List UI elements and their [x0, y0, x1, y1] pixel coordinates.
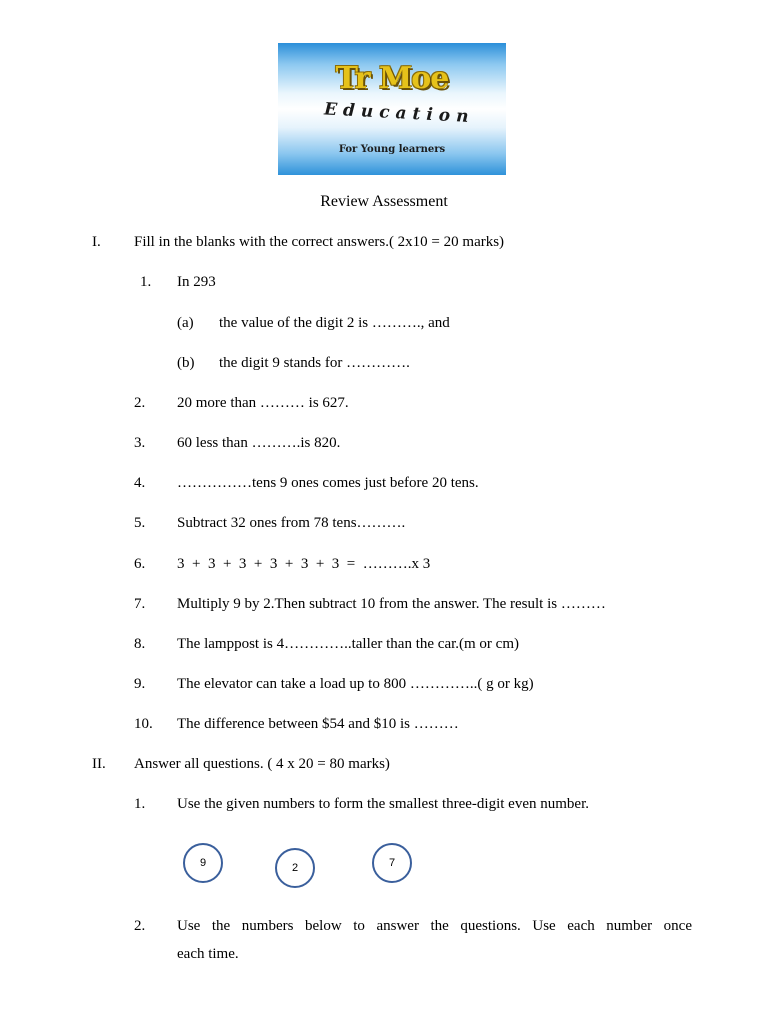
logo-subtitle: Education	[323, 99, 476, 128]
question-text: ……………tens 9 ones comes just before 20 tens.	[177, 475, 479, 491]
logo-title: Tr Moe	[335, 61, 449, 96]
subquestion-text: the value of the digit 2 is ………., and	[219, 315, 450, 331]
logo	[278, 43, 506, 175]
question-number: 2.	[134, 395, 146, 411]
logo-tagline: For Young learners	[338, 144, 446, 155]
question-text: 3 + 3 + 3 + 3 + 3 + 3 = ……….x 3	[177, 556, 431, 572]
section-2-number: II.	[92, 756, 106, 772]
question-text: Use the given numbers to form the smallest three-digit even number.	[177, 796, 589, 812]
question-text: The lamppost is 4…………..taller than the car.(m or cm)	[177, 636, 519, 652]
page-title: Review Assessment	[320, 193, 448, 210]
question-text: In 293	[177, 274, 216, 290]
question-number: 10.	[134, 716, 153, 732]
question-number: 3.	[134, 435, 146, 451]
question-text: 60 less than ……….is 820.	[177, 435, 341, 451]
number-circle: 7	[372, 843, 412, 883]
question-text: The elevator can take a load up to 800 …………..( g or kg)	[177, 676, 534, 692]
question-number: 1.	[140, 274, 152, 290]
question-number: 6.	[134, 556, 146, 572]
question-number: 1.	[134, 796, 146, 812]
number-circle: 2	[275, 848, 315, 888]
question-text-continued: each time.	[177, 946, 239, 962]
question-number: 4.	[134, 475, 146, 491]
question-number: 9.	[134, 676, 146, 692]
question-number: 5.	[134, 515, 146, 531]
section-2-title: Answer all questions. ( 4 x 20 = 80 marks)	[134, 756, 390, 772]
question-number: 8.	[134, 636, 146, 652]
question-text: Use the numbers below to answer the questions. Use each number once	[177, 918, 692, 934]
question-text: 20 more than ……… is 627.	[177, 395, 349, 411]
section-1-number: I.	[92, 234, 101, 250]
number-circle: 9	[183, 843, 223, 883]
question-number: 2.	[134, 918, 146, 934]
subquestion-text: the digit 9 stands for ………….	[219, 355, 410, 371]
question-text: Multiply 9 by 2.Then subtract 10 from the answer. The result is ………	[177, 596, 606, 612]
subquestion-label: (b)	[177, 355, 195, 371]
subquestion-label: (a)	[177, 315, 194, 331]
question-text: The difference between $54 and $10 is ………	[177, 716, 459, 732]
section-1-title: Fill in the blanks with the correct answers.( 2x10 = 20 marks)	[134, 234, 505, 250]
question-number: 7.	[134, 596, 146, 612]
question-text: Subtract 32 ones from 78 tens……….	[177, 515, 406, 531]
